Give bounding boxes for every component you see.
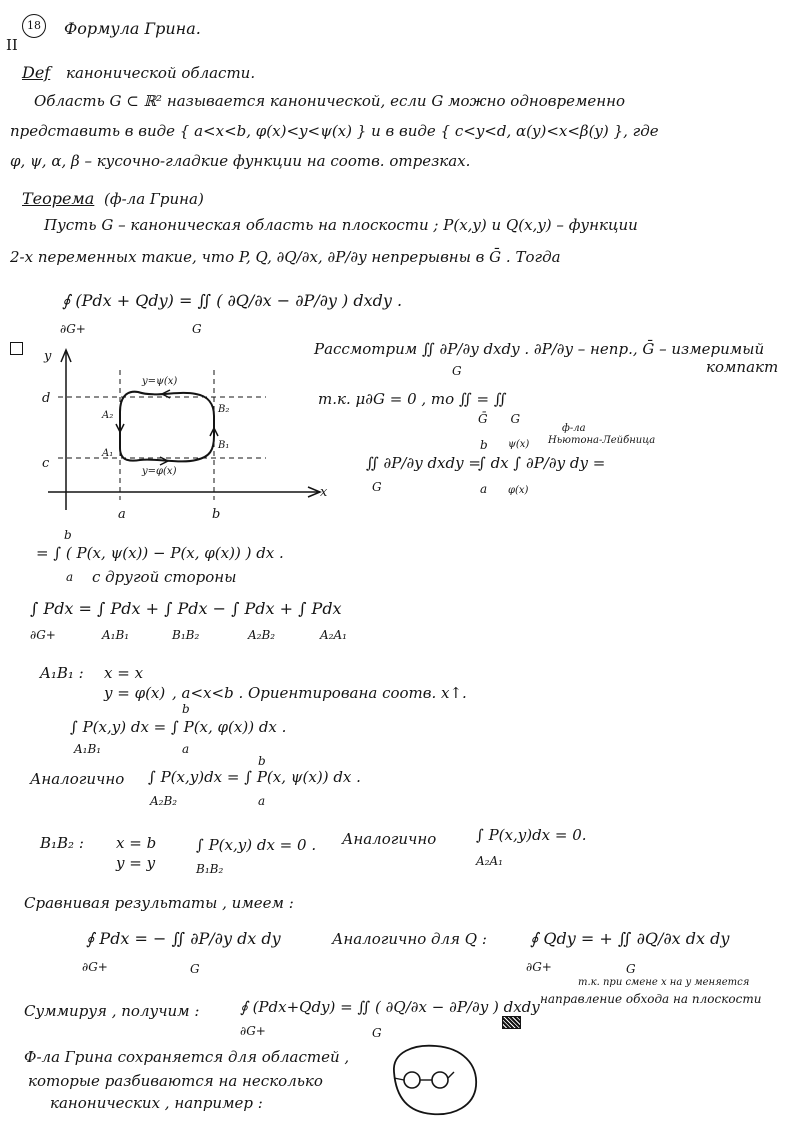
definition-line-3: φ, ψ, α, β – кусочно-гладкие функции на соотв. отрезках. [10,152,471,170]
segment-a1b1-eq-x: x = x [104,664,144,682]
definition-line-1: Область G ⊂ ℝ² называется канонической, если G можно одновременно [34,92,626,110]
problem-number: 18 [22,14,46,38]
page-title: Формула Грина. [64,19,201,38]
segment-a1b1-range: , a<x<b . Ориентирована соотв. x↑. [172,684,467,702]
contour-sub-a2a1: A₂A₁ [320,628,347,642]
a-label: a [118,507,126,522]
final-sub-region: G [372,1026,382,1040]
result-q-formula: ∮ Qdy = + ∬ ∂Q/∂x dx dy [530,929,730,948]
segment-b1b2-int-sub: B₁B₂ [196,862,224,876]
segment-b1b2-label: B₁B₂ : [40,834,84,852]
summing-label: Суммируя , получим : [24,1002,200,1020]
result-q-sub-region: G [626,962,636,976]
orientation-note-1: т.к. при смене x на y меняется [578,977,750,988]
d-label: d [42,391,51,406]
segment-a1b1-eq-y: y = φ(x) [104,684,166,702]
segment-b1b2-integral: ∫ P(x,y) dx = 0 . [196,836,317,854]
point-b2: B₂ [218,404,230,415]
iterated-rhs: ∫ dx ∫ ∂P/∂y dy = [478,454,606,472]
segment-a1b1-integral: ∫ P(x,y) dx = ∫ P(x, φ(x)) dx . [70,718,287,736]
newton-leibniz-result: = ∫ ( P(x, ψ(x)) − P(x, φ(x)) ) dx . [36,544,284,562]
segment-a2a1-int-sub: A₂A₁ [476,854,503,868]
segment-a2a1-integral: ∫ P(x,y)dx = 0. [476,826,587,844]
proof-measure-sub: Ḡ G [478,412,521,426]
qed-mark [502,1016,521,1029]
contour-sub-b1b2: B₁B₂ [172,628,200,642]
segment-b1b2-analog: Аналогично [342,830,437,848]
contour-sub-a2b2: A₂B₂ [248,628,276,642]
result-q-sub-contour: ∂G+ [526,960,552,974]
iterated-upper-b: b [480,438,488,452]
iterated-lhs-sub: G [372,480,382,494]
green-formula: ∮ (Pdx + Qdy) = ∬ ( ∂Q/∂x − ∂P/∂y ) dxdy . [62,291,403,310]
point-a1: A₁ [102,448,114,459]
contour-sub-boundary: ∂G+ [30,628,56,642]
b-label: b [212,507,221,522]
green-formula-region-sub: G [192,322,202,336]
compare-results: Сравнивая результаты , имеем : [24,894,294,912]
section-numeral: II [6,36,18,54]
result-lower-a: a [66,570,74,584]
y-axis-label: y [44,349,52,364]
region-figure [28,340,328,520]
proof-measure: т.к. μ∂G = 0 , то ∬ = ∬ [318,390,507,408]
theorem-line-1: Пусть G – каноническая область на плоскости ; P(x,y) и Q(x,y) – функции [44,216,638,234]
segment-b1b2-eq-x: x = b [116,834,157,852]
footer-line-2: которые разбиваются на несколько [28,1072,323,1090]
c-label: c [42,456,50,471]
newton-name: Ньютона-Лейбница [548,435,656,446]
green-final-formula: ∮ (Pdx+Qdy) = ∬ ( ∂Q/∂x − ∂P/∂y ) dxdy [240,998,540,1016]
analog-label: Аналогично [30,770,125,788]
segment-a1b1-int-upper: b [182,702,190,716]
footer-line-3: канонических , например : [50,1094,263,1112]
final-sub-contour: ∂G+ [240,1024,266,1038]
proof-start-box [10,342,23,355]
contour-split: ∫ Pdx = ∫ Pdx + ∫ Pdx − ∫ Pdx + ∫ Pdx [30,599,342,618]
newton-label: ф-ла [562,423,586,434]
footer-line-1: Ф-ла Грина сохраняется для областей , [24,1048,350,1066]
theorem-label: Теорема [22,189,95,208]
region-boundary [120,392,214,462]
contour-sub-a1b1: A₁B₁ [102,628,130,642]
result-p-sub-region: G [190,962,200,976]
proof-consider-sub: G [452,364,462,378]
iterated-lhs: ∬ ∂P/∂y dxdy = [366,454,481,472]
green-formula-contour-sub: ∂G+ [60,322,86,336]
proof-compact: компакт [706,358,779,376]
definition-line-2: представить в виде { a<x<b, φ(x)<y<ψ(x) } и в виде { c<y<d, α(y)<x<β(y) }, где [10,122,659,140]
definition-label: Def [22,63,51,82]
iterated-upper-psi: ψ(x) [508,439,530,450]
result-p-formula: ∮ Pdx = − ∬ ∂P/∂y dx dy [86,929,281,948]
other-side-note: с другой стороны [92,568,237,586]
multi-canonical-region-sketch [384,1042,484,1118]
result-p-sub-contour: ∂G+ [82,960,108,974]
iterated-lower-a: a [480,482,488,496]
result-q-label: Аналогично для Q : [332,930,487,948]
proof-consider: Рассмотрим ∬ ∂P/∂y dxdy . ∂P/∂y – непр., Ḡ – измеримый [314,340,765,358]
point-a2: A₂ [102,410,114,421]
phi-curve-label: y=φ(x) [142,466,177,477]
orientation-note-2: направление обхода на плоскости [540,992,762,1006]
segment-a1b1-int-sub: A₁B₁ [74,742,102,756]
analog-integral: ∫ P(x,y)dx = ∫ P(x, ψ(x)) dx . [148,768,361,786]
theorem-line-2: 2-х переменных такие, что P, Q, ∂Q/∂x, ∂P/∂y непрерывны в Ḡ . Тогда [10,248,561,266]
segment-a1b1-int-lower: a [182,742,190,756]
segment-b1b2-eq-y: y = y [116,854,156,872]
segment-a1b1-label: A₁B₁ : [40,664,84,682]
analog-int-upper: b [258,754,266,768]
psi-curve-label: y=ψ(x) [142,376,178,387]
x-axis-label: x [320,485,328,500]
definition-title: канонической области. [66,64,256,82]
analog-int-sub: A₂B₂ [150,794,178,808]
point-b1: B₁ [218,440,230,451]
theorem-title: (ф-ла Грина) [104,190,204,208]
iterated-lower-phi: φ(x) [508,485,529,496]
analog-int-lower: a [258,794,266,808]
result-upper-b: b [64,528,72,542]
